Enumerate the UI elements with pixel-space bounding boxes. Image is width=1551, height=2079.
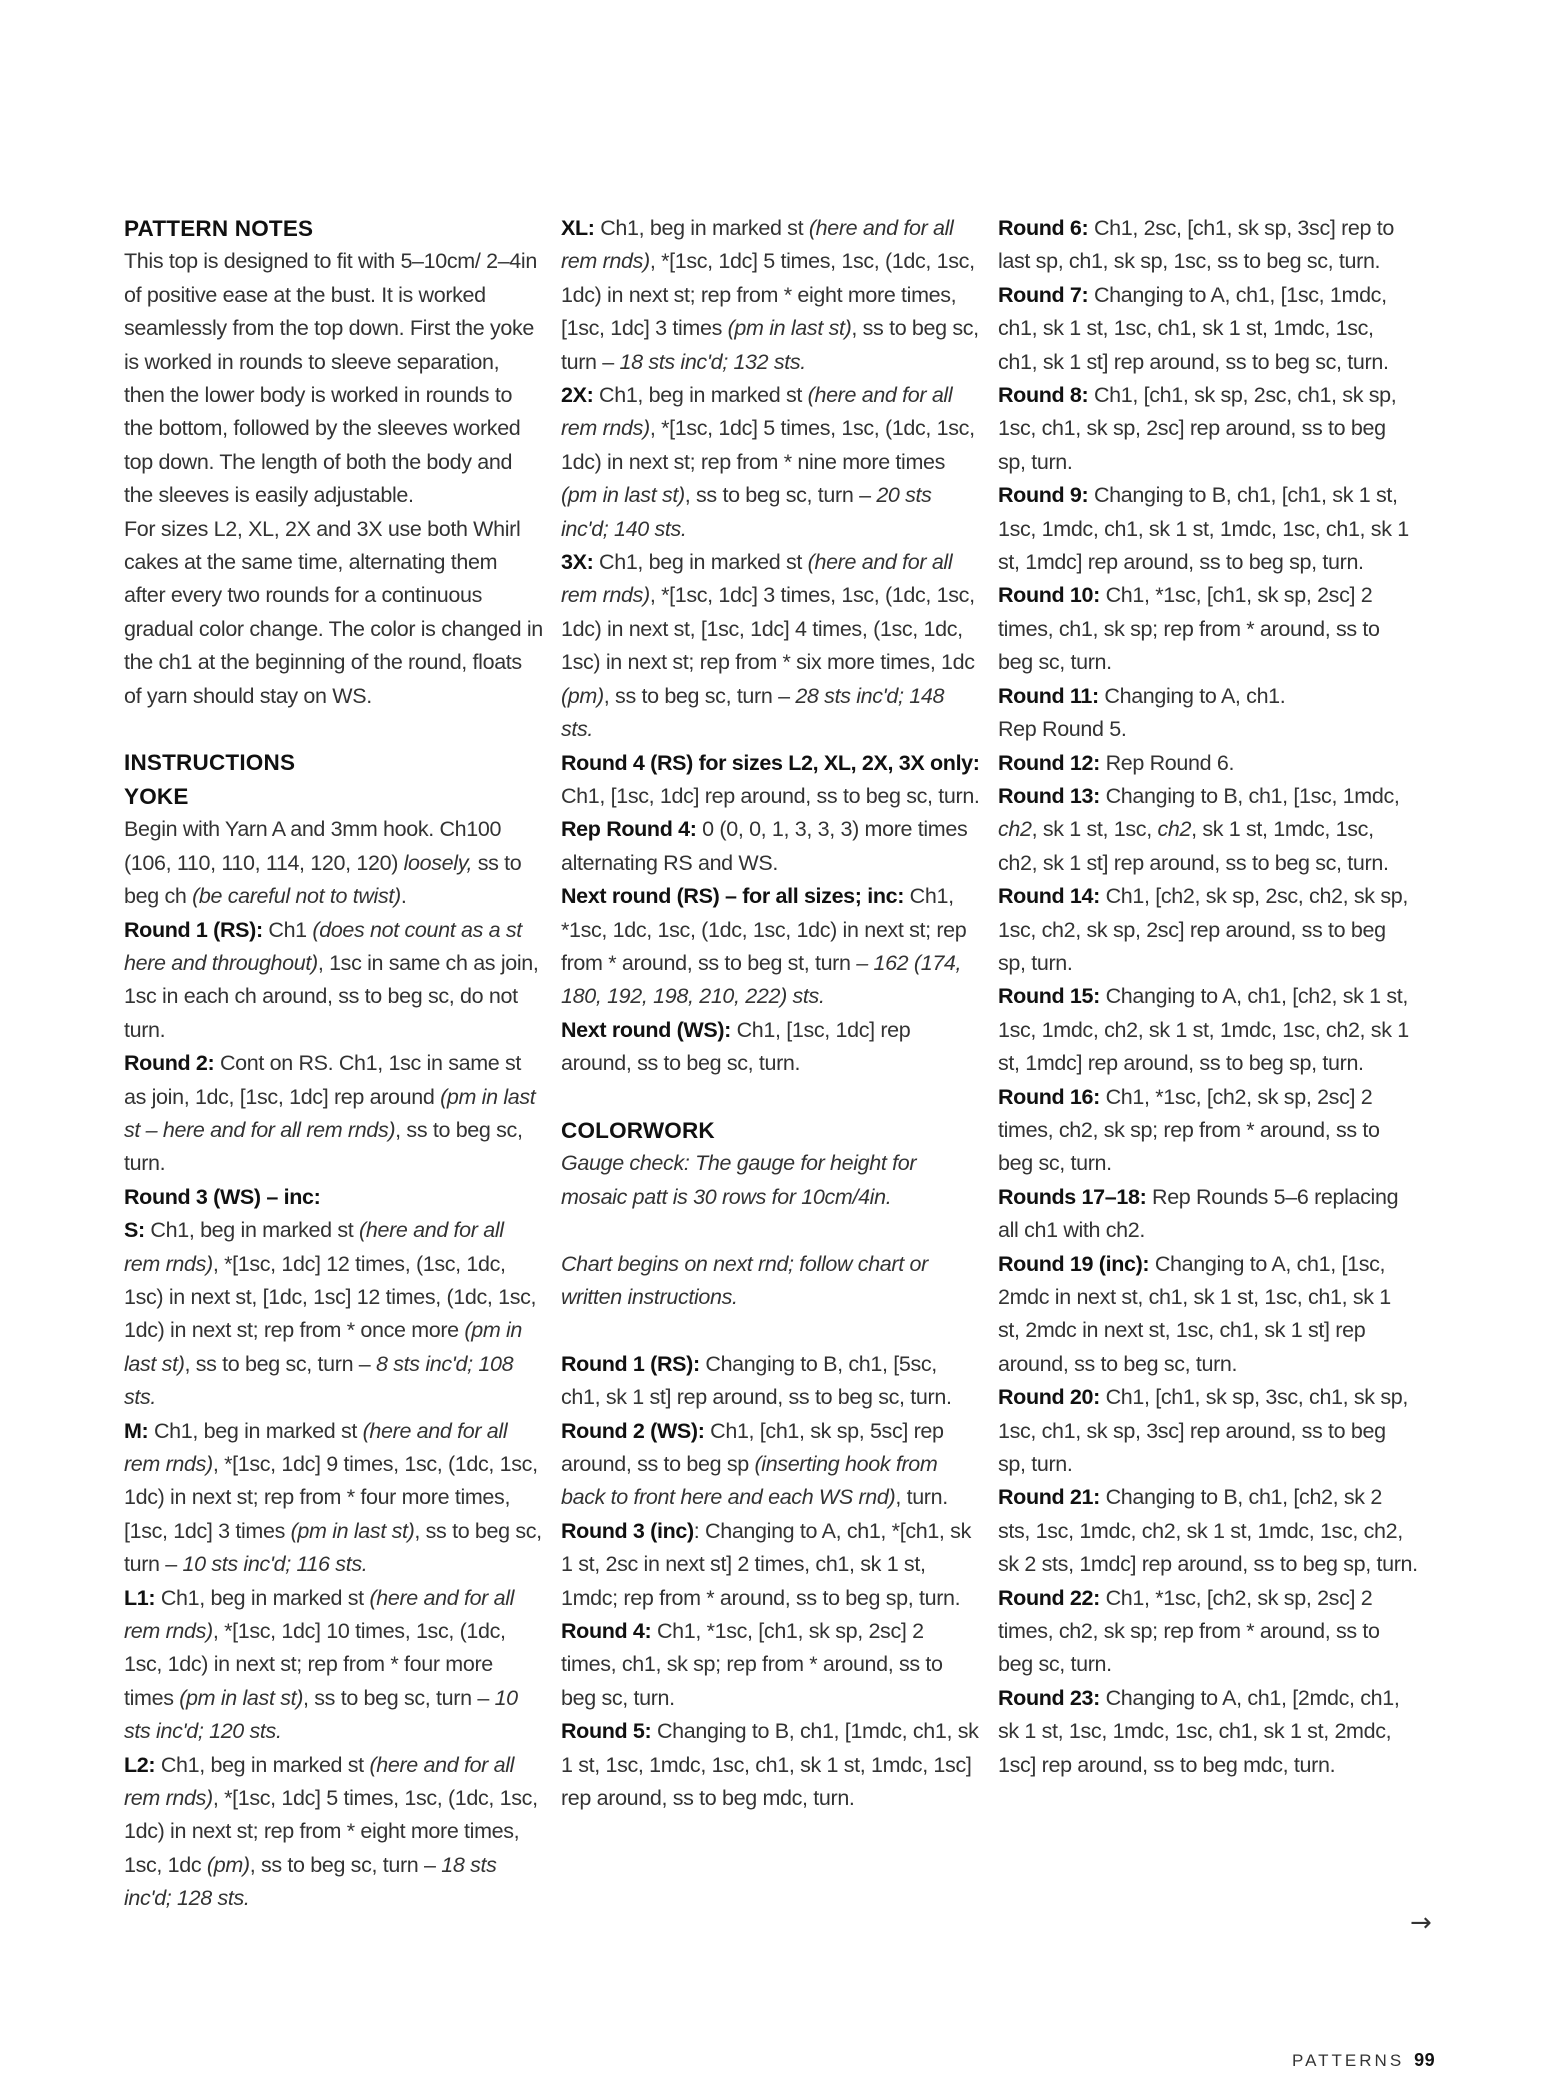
step-label: Round 7: xyxy=(998,282,1089,307)
step-label: L1: xyxy=(124,1585,156,1610)
italic-note: Chart begins on next rnd; follow chart or written instructions. xyxy=(561,1251,928,1309)
italic-note: (pm in last st) xyxy=(124,1318,523,1376)
paragraph xyxy=(124,1749,544,1916)
paragraph xyxy=(998,212,1418,279)
italic-note: (pm) xyxy=(561,683,604,708)
step-label: Round 6: xyxy=(998,216,1089,240)
section-heading: YOKE xyxy=(124,783,189,809)
italic-note: (pm in last st) xyxy=(561,483,685,508)
spacer xyxy=(561,1214,981,1247)
step-label: Round 3 (inc) xyxy=(561,1518,694,1543)
text-run: , ss to beg sc, turn – xyxy=(561,316,979,374)
paragraph xyxy=(998,579,1418,679)
paragraph xyxy=(124,1582,544,1749)
paragraph xyxy=(998,479,1418,579)
text-run: , ss to beg sc, turn – xyxy=(684,483,877,508)
paragraph xyxy=(561,1147,981,1214)
text-run: Ch1, [ch1, sk sp, 3sc, ch1, sk sp, 1sc, ch1, sk sp, 3sc] rep around, ss to beg sp, turn. xyxy=(998,1385,1408,1477)
text-run: , ss to beg sc, turn – xyxy=(303,1685,495,1710)
text-run: Changing to B, ch1, [1mdc, ch1, sk 1 st, 1sc, 1mdc, 1sc, ch1, sk 1 st, 1mdc, 1sc] rep around, ss to beg mdc, turn. xyxy=(561,1719,979,1811)
paragraph xyxy=(998,680,1418,713)
text-run: Ch1, [ch1, sk sp, 2sc, ch1, sk sp, 1sc, ch1, sk sp, 2sc] rep around, ss to beg sp, turn. xyxy=(998,383,1397,474)
text-run: Changing to B, ch1, [5sc, ch1, sk 1 st] rep around, ss to beg sc, turn. xyxy=(561,1351,952,1410)
step-label: Round 1 (RS): xyxy=(124,917,263,942)
paragraph xyxy=(124,1181,544,1214)
italic-note: 18 sts inc'd; 128 sts. xyxy=(124,1852,497,1911)
text-run: , ss to beg sc, turn – xyxy=(249,1852,442,1877)
section-heading: PATTERN NOTES xyxy=(124,216,314,241)
page-number: 99 xyxy=(1414,2050,1436,2070)
text-run: . xyxy=(400,884,407,909)
step-label: Round 23: xyxy=(998,1685,1100,1710)
text-run: Ch1, *1sc, [ch2, sk sp, 2sc] 2 times, ch2, sk sp; rep from * around, ss to beg sc, turn. xyxy=(998,1585,1380,1677)
text-run: Rep Rounds 5–6 replacing all ch1 with ch2. xyxy=(998,1184,1399,1243)
text-run: , turn. xyxy=(895,1485,948,1510)
italic-note: 8 sts inc'd; 108 sts. xyxy=(124,1351,514,1410)
italic-note: (here and for all rem rnds) xyxy=(124,1418,508,1477)
text-run: Changing to B, ch1, [ch1, sk 1 st, 1sc, 1mdc, ch1, sk 1 st, 1mdc, 1sc, ch1, sk 1 st, 1mdc] rep around, ss to beg sp, turn. xyxy=(998,483,1409,575)
italic-note: 20 sts inc'd; 140 sts. xyxy=(561,483,932,541)
paragraph xyxy=(561,546,981,746)
text-run: Ch1, beg in marked st xyxy=(593,383,808,408)
paragraph xyxy=(124,1415,544,1582)
step-label: Round 22: xyxy=(998,1585,1100,1610)
text-run: Ch1, 2sc, [ch1, sk sp, 3sc] rep to last sp, ch1, sk sp, 1sc, ss to beg sc, turn. xyxy=(998,216,1394,274)
paragraph xyxy=(561,1348,981,1415)
italic-note: (pm in last st – here and for all rem rnds) xyxy=(124,1084,536,1142)
text-run: For sizes L2, XL, 2X and 3X use both Whirl cakes at the same time, alternating them after every two rounds for a continuous gradual color change. The color is changed in the ch1 at the beginning of the round, floats of yarn should stay on WS. xyxy=(124,516,543,708)
paragraph xyxy=(124,813,544,913)
text-run: , *[1sc, 1dc] 5 times, 1sc, (1dc, 1sc, 1dc) in next st; rep from * eight more times, [1sc, 1dc] 3 times xyxy=(561,249,975,341)
text-run: , *[1sc, 1dc] 3 times, 1sc, (1dc, 1sc, 1dc) in next st, [1sc, 1dc] 4 times, (1sc, 1dc, 1sc) in next st; rep from * six more times, 1dc xyxy=(561,583,975,675)
paragraph xyxy=(998,379,1418,479)
paragraph xyxy=(124,245,544,512)
step-label: Next round (WS): xyxy=(561,1017,731,1042)
paragraph xyxy=(561,1014,981,1081)
italic-note: (does not count as a st here and throughout) xyxy=(124,917,522,975)
section-heading: COLORWORK xyxy=(561,1117,715,1143)
step-label: Round 10: xyxy=(998,583,1100,608)
section-heading: INSTRUCTIONS xyxy=(124,750,296,776)
step-label: M: xyxy=(124,1418,149,1443)
text-run: Ch1, beg in marked st xyxy=(593,550,808,575)
paragraph xyxy=(998,1682,1418,1782)
paragraph xyxy=(998,980,1418,1080)
text-run: Ch1, beg in marked st xyxy=(155,1585,370,1610)
text-run: Ch1, [1sc, 1dc] rep around, ss to beg sc, turn. xyxy=(561,783,980,808)
italic-note: – 162 (174, 180, 192, 198, 210, 222) sts. xyxy=(561,950,962,1009)
text-run: , ss to beg sc, turn – xyxy=(184,1351,377,1376)
italic-note: (pm in last st) xyxy=(179,1685,304,1710)
text-run: , ss to beg sc, turn – xyxy=(124,1518,542,1577)
text-run: Ch1, [ch1, sk sp, 5sc] rep around, ss to beg sp xyxy=(561,1418,944,1476)
italic-note: (pm in last st) xyxy=(290,1518,415,1543)
step-label: Round 2 (WS): xyxy=(561,1418,705,1443)
step-label: Rep Round 4: xyxy=(561,817,697,842)
paragraph xyxy=(124,513,544,713)
text-run: , *[1sc, 1dc] 9 times, 1sc, (1dc, 1sc, 1dc) in next st; rep from * four more times, [1sc, 1dc] 3 times xyxy=(124,1452,538,1543)
paragraph xyxy=(561,379,981,546)
step-label: Round 19 (inc): xyxy=(998,1251,1150,1276)
italic-note: Gauge check: The gauge for height for mosaic patt is 30 rows for 10cm/4in. xyxy=(561,1151,917,1209)
step-label: Round 2: xyxy=(124,1051,215,1076)
paragraph xyxy=(561,1715,981,1815)
text-run: Changing to A, ch1, [1sc, 2mdc in next st, ch1, sk 1 st, 1sc, ch1, sk 1 st, 2mdc in next st, 1sc, ch1, sk 1 st] rep around, ss to beg sc, turn. xyxy=(998,1251,1391,1376)
step-label: Round 16: xyxy=(998,1084,1100,1109)
paragraph xyxy=(124,1047,544,1181)
step-label: Round 5: xyxy=(561,1719,652,1744)
paragraph xyxy=(998,279,1418,379)
paragraph xyxy=(998,713,1418,746)
paragraph xyxy=(561,1615,981,1715)
text-run: Changing to B, ch1, [1sc, 1mdc, xyxy=(1099,783,1400,808)
text-run: , sk 1 st, 1mdc, 1sc, ch2, sk 1 st] rep around, ss to beg sc, turn. xyxy=(998,817,1389,875)
paragraph xyxy=(998,780,1418,880)
paragraph xyxy=(998,747,1418,780)
italic-note: (pm in last st) xyxy=(727,316,852,341)
step-label: Round 1 (RS): xyxy=(561,1351,700,1376)
italic-note: loosely, xyxy=(403,850,473,875)
step-label: L2: xyxy=(124,1752,156,1777)
italic-note: (here and for all rem rnds) xyxy=(124,1752,515,1811)
text-run: Ch1, beg in marked st xyxy=(144,1218,360,1243)
italic-note: ch2 xyxy=(1157,817,1192,842)
paragraph xyxy=(998,1181,1418,1248)
text-run: Ch1, beg in marked st xyxy=(148,1418,363,1443)
step-label: XL: xyxy=(561,216,595,240)
text-run: Ch1, beg in marked st xyxy=(594,216,809,240)
text-run: Changing to A, ch1. xyxy=(1098,683,1286,708)
text-run: Ch1, *1sc, [ch2, sk sp, 2sc] 2 times, ch2, sk sp; rep from * around, ss to beg sc, turn. xyxy=(998,1084,1380,1176)
italic-note: (be careful not to twist) xyxy=(192,884,401,909)
spacer xyxy=(561,1081,981,1114)
text-run: This top is designed to fit with 5–10cm/ 2–4in of positive ease at the bust. It is worked seamlessly from the top down. First the yoke is worked in rounds to sleeve separation, then the lower body is worked in rounds to the bottom, followed by the sleeves worked top down. The length of both the body and the sleeves is easily adjustable. xyxy=(124,249,537,508)
paragraph xyxy=(998,1582,1418,1682)
column-1 xyxy=(124,212,544,1916)
text-run: , *[1sc, 1dc] 5 times, 1sc, (1dc, 1sc, 1dc) in next st; rep from * eight more times, 1sc, 1dc xyxy=(124,1786,538,1877)
step-label: Round 14: xyxy=(998,884,1100,909)
paragraph xyxy=(561,1248,981,1315)
text-run: Changing to A, ch1, [1sc, 1mdc, ch1, sk 1 st, 1sc, ch1, sk 1 st, 1mdc, 1sc, ch1, sk 1 st] rep around, ss to beg sc, turn. xyxy=(998,282,1389,374)
step-label: Round 12: xyxy=(998,750,1100,775)
continue-arrow-icon: → xyxy=(1410,1908,1432,1938)
step-label: Round 13: xyxy=(998,783,1100,808)
italic-note: (pm) xyxy=(206,1852,250,1877)
text-run: Changing to B, ch1, [ch2, sk 2 sts, 1sc, 1mdc, ch2, sk 1 st, 1mdc, 1sc, ch2, sk 2 sts, 1mdc] rep around, ss to beg sp, turn. xyxy=(998,1485,1418,1577)
step-label: Rounds 17–18: xyxy=(998,1184,1147,1209)
text-run: 0 (0, 0, 1, 3, 3, 3) more times alternating RS and WS. xyxy=(561,817,968,875)
column-2 xyxy=(561,212,981,1815)
step-label: Round 3 (WS) – inc: xyxy=(124,1184,321,1209)
text-run: Changing to A, ch1, [ch2, sk 1 st, 1sc, 1mdc, ch2, sk 1 st, 1mdc, 1sc, ch2, sk 1 st, 1mdc] rep around, ss to beg sp, turn. xyxy=(998,984,1409,1076)
text-run: Ch1, *1sc, 1dc, 1sc, (1dc, 1sc, 1dc) in next st; rep from * around, ss to beg st, turn xyxy=(561,884,967,975)
paragraph xyxy=(998,880,1418,980)
text-run: Ch1, beg in marked st xyxy=(155,1752,370,1777)
paragraph xyxy=(124,914,544,1048)
paragraph xyxy=(561,880,981,1014)
step-label: Next round (RS) – for all sizes; inc: xyxy=(561,884,905,909)
italic-note: 28 sts inc'd; 148 sts. xyxy=(561,683,945,742)
text-run: , *[1sc, 1dc] 12 times, (1sc, 1dc, 1sc) in next st, [1dc, 1sc] 12 times, (1dc, 1sc, 1dc) in next st; rep from * once more xyxy=(124,1251,537,1343)
paragraph xyxy=(561,1415,981,1515)
step-label: Round 21: xyxy=(998,1485,1100,1510)
paragraph xyxy=(998,1081,1418,1181)
paragraph xyxy=(561,1515,981,1615)
spacer xyxy=(124,713,544,746)
step-label: Round 11: xyxy=(998,683,1099,708)
step-label: Round 4 (RS) for sizes L2, XL, 2X, 3X only: xyxy=(561,750,980,775)
text-run: Ch1, [1sc, 1dc] rep around, ss to beg sc, turn. xyxy=(561,1017,911,1076)
paragraph xyxy=(998,1248,1418,1382)
text-run: Begin with Yarn A and 3mm hook. Ch100 (106, 110, 110, 114, 120, 120) xyxy=(124,817,502,875)
page-footer xyxy=(1292,2050,1435,2071)
column-3 xyxy=(998,212,1418,1782)
text-run: , ss to beg sc, turn. xyxy=(124,1117,523,1176)
text-run: , ss to beg sc, turn – xyxy=(603,683,796,708)
italic-note: 10 sts inc'd; 120 sts. xyxy=(124,1685,518,1744)
paragraph xyxy=(561,813,981,880)
step-label: Round 15: xyxy=(998,984,1100,1009)
text-run: Ch1, [ch2, sk sp, 2sc, ch2, sk sp, 1sc, ch2, sk sp, 2sc] rep around, ss to beg sp, turn. xyxy=(998,884,1408,975)
italic-note: (here and for all rem rnds) xyxy=(561,383,953,441)
text-run: Ch1, *1sc, [ch1, sk sp, 2sc] 2 times, ch1, sk sp; rep from * around, ss to beg sc, turn. xyxy=(998,583,1380,675)
italic-note: 10 sts inc'd; 116 sts. xyxy=(182,1552,368,1577)
italic-note: ch2 xyxy=(998,817,1032,842)
step-label: 3X: xyxy=(561,550,594,575)
paragraph xyxy=(124,1214,544,1414)
footer-section: PATTERNS xyxy=(1292,2051,1405,2070)
text-run: , *[1sc, 1dc] 5 times, 1sc, (1dc, 1sc, 1dc) in next st; rep from * nine more times xyxy=(561,416,975,474)
italic-note: (here and for all rem rnds) xyxy=(561,216,954,274)
text-run: , sk 1 st, 1sc, xyxy=(1031,817,1158,842)
text-run: Ch1 xyxy=(262,917,313,942)
text-run: Changing to A, ch1, [2mdc, ch1, sk 1 st, 1sc, 1mdc, 1sc, ch1, sk 1 st, 2mdc, 1sc] rep around, ss to beg mdc, turn. xyxy=(998,1685,1400,1777)
step-label: 2X: xyxy=(561,383,594,408)
paragraph xyxy=(561,212,981,379)
paragraph xyxy=(561,747,981,814)
text-run: , 1sc in same ch as join, 1sc in each ch around, ss to beg sc, do not turn. xyxy=(124,950,539,1042)
paragraph xyxy=(998,1381,1418,1481)
text-run: : Changing to A, ch1, *[ch1, sk 1 st, 2sc in next st] 2 times, ch1, sk 1 st, 1mdc; rep from * around, ss to beg sp, turn. xyxy=(561,1518,971,1610)
text-run: Cont on RS. Ch1, 1sc in same st as join, 1dc, [1sc, 1dc] rep around xyxy=(124,1051,522,1109)
paragraph xyxy=(998,1481,1418,1581)
step-label: Round 8: xyxy=(998,383,1089,408)
italic-note: (here and for all rem rnds) xyxy=(561,550,953,608)
italic-note: (here and for all rem rnds) xyxy=(124,1218,504,1276)
text-run: Ch1, *1sc, [ch1, sk sp, 2sc] 2 times, ch1, sk sp; rep from * around, ss to beg sc, turn. xyxy=(561,1619,943,1710)
step-label: S: xyxy=(124,1218,145,1243)
text-run: Rep Round 6. xyxy=(1099,750,1235,775)
italic-note: (here and for all rem rnds) xyxy=(124,1585,515,1644)
step-label: Round 9: xyxy=(998,483,1089,508)
text-run: Rep Round 5. xyxy=(998,717,1127,742)
step-label: Round 4: xyxy=(561,1619,652,1644)
text-run: ss to beg ch xyxy=(124,850,522,909)
spacer xyxy=(561,1314,981,1347)
text-run: , *[1sc, 1dc] 10 times, 1sc, (1dc, 1sc, 1dc) in next st; rep from * four more times xyxy=(124,1619,506,1710)
italic-note: (inserting hook from back to front here and each WS rnd) xyxy=(561,1451,938,1510)
step-label: Round 20: xyxy=(998,1385,1100,1410)
italic-note: 18 sts inc'd; 132 sts. xyxy=(619,349,806,374)
